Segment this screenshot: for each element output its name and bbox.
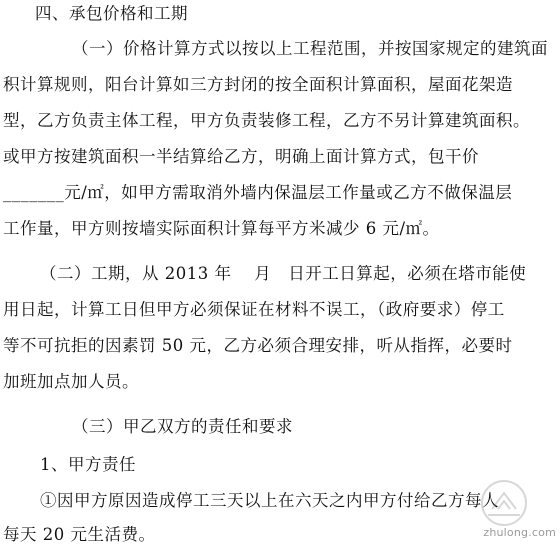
- paragraph-line: 用日起，计算工日但甲方必须保证在材料不误工，（政府要求）停工: [3, 300, 505, 319]
- paragraph-line: 型，乙方负责主体工程，甲方负责装修工程，乙方不另计算建筑面积。: [3, 111, 530, 130]
- paragraph-line: 或甲方按建筑面积一半结算给乙方，明确上面计算方式，包干价: [3, 147, 479, 166]
- paragraph-line: （二）工期，从 2013 年 月 日开工日算起，必须在塔市能使: [40, 264, 527, 283]
- subsection-heading: （三）甲乙双方的责任和要求: [72, 417, 293, 436]
- paragraph-line: _______元/㎡，如甲方需取消外墙内保温层工作量或乙方不做保温层: [3, 183, 513, 202]
- paragraph-line: 积计算规则，阳台计算如三方封闭的按全面积计算面积，屋面花架造: [3, 75, 513, 94]
- paragraph-line: 等不可抗拒的因素罚 50 元，乙方必须合理安排，听从指挥，必要时: [3, 336, 513, 355]
- paragraph-line: 工作量，甲方则按墙实际面积计算每平方米减少 6 元/㎡。: [3, 219, 440, 238]
- paragraph-line: 加班加点加人员。: [3, 372, 139, 391]
- watermark-logo-icon: [458, 475, 550, 533]
- list-heading: 1、甲方责任: [40, 455, 136, 474]
- section-heading: 四、承包价格和工期: [35, 4, 188, 23]
- paragraph-line: （一）价格计算方式以按以上工程范围，并按国家规定的建筑面: [72, 39, 548, 58]
- list-item: ①因甲方原因造成停工三天以上在六天之内甲方付给乙方每人: [40, 491, 499, 510]
- watermark-text: zhulong.com: [483, 526, 556, 539]
- list-item: 每天 20 元生活费。: [3, 525, 156, 544]
